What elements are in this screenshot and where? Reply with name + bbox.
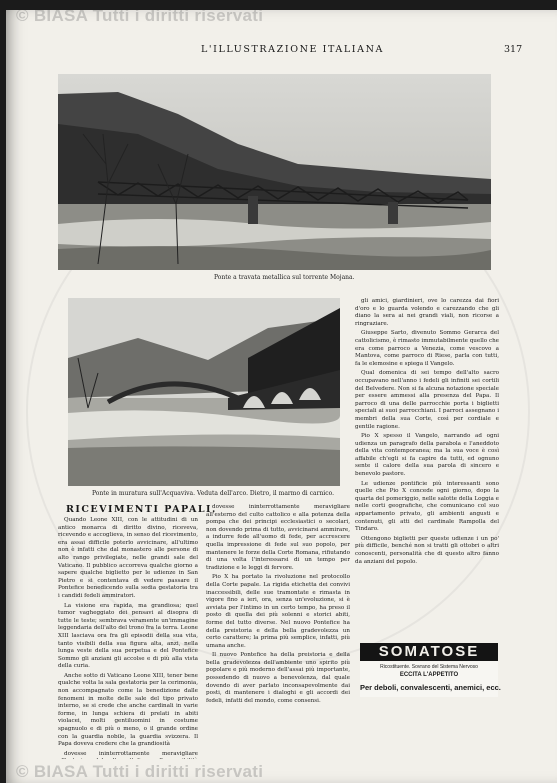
article-column-1 [58,517,198,759]
paragraph: Giuseppe Sarto, divenuto Sommo Gerarca del cattolicismo, è rimasto immutabilmente quello che era come parroco a Venezia, come vescovo a Mantova, come parroco di Riese, parla con tutti, fa le elemosine e spiega il Vangelo. [355,330,499,367]
paragraph: Quando Leone XIII, con le attitudini di un antico monarca di diritto divino, riceveva, ricevendo e accoglieva, in senso del ricevimento, era assai difficile poterlo avvicinare, all'ultimo non è infatti che dal monastero alle persone di alto rango privilegiate, nelle grandi sale del Vaticano. Il pubblico accorreva qualche giorno a sapere qualche biglietto per le udienze in San Pietro e si contentava di vedere passare il Pontefice benedicendo sulla sedia gestatoria tra i candidi fedeli ammiratori. [58,517,198,599]
article-column-3 [355,298,499,636]
paragraph: Le udienze pontificie più interessanti sono quelle che Pio X concede ogni giorno, dopo la quarta del pomeriggio, nelle salotte della Loggia e nelle corti geografiche, che comunicano col suo appartamento privato, gli ambienti angusti e contenuti, gli atti del cardinale Rampolla del Tindaro. [355,480,499,533]
paragraph: Anche sotto di Vaticano Leone XIII, tener bene qualche volta la sala gestatoria per la cerimonia, non accompagnato come la benedizione dalle fenomeni in molte delle sale del tipo privato interno, se si crede che anche cardinali in varie forme, in lunga schiera di prelati in abiti violacei, molti gentiluomini in costume spagnuolo e di più o meno, o il grande ordine con la guardia nobile, la guardia svizzera. Il Papa doveva credere che la grandiosità [58,672,198,748]
article-column-2 [206,504,350,759]
paragraph: La visione era rapida, ma grandiosa; quel tumor vagheggiato dei pensavi al disopra di tutte le teste; sembrava veramente un'immagine leggendaria dell'alto del trono fra la terra. Leone XIII lasciava ora fra gli episodii della sua vita, tanto visibili della sua figura alta, anzi, nella lunga veste della sua perpetua e del Pontefice Sommo gli anziani gli accolse e di più alla vista della curia. [58,602,198,670]
paragraph: dovesse ininterrottamente meravigliare [64,750,198,757]
ad-slogan: ECCITA L'APPETITO [399,672,459,678]
paragraph: Qual domenica di sei tempo dell'alto sacro occupavano nell'anno i fedeli gli infiniti sei cortili del Belvedere. Non si fa alcuna notazione speciale per essere ammessi alla presenza del Papa. Il parroco di una delle parrocchie porta i biglietti speciali ai suoi parrocchiani. I parroci assegnano i membri della sua Corte, così per cordiale e gentile ragione. [355,370,499,430]
paragraph: gli amici, giardinieri, ove lo carezza dai fiori d'oro e lo guarda volendo e carezzando che gli diano la sera ai nei grandi viali, non ricorse a ringraziare. [355,298,499,327]
paragraph: Ottengono biglietti per queste udienze i un po' più difficile, benché non si tratti gli ottobri o altri conoscenti, personalità che di questo altro fanno da anziani del popolo. [355,535,499,565]
newspaper-page [6,10,557,783]
page-number: 317 [504,44,523,55]
paragraph: Pio X ha portato la rivoluzione nel protocollo della Corte papale. La rigida etichetta dei convivi inaccessibili, delle sue tramontate e rimasta in vigore fino a ieri, ora, senza un'evoluzione, si è avviata per l'intimo in un certo tempo, ha preso il posto di quella dei più solenni e storici abiti, forme del tutto diverse. Nel nuovo Pontefice ha della preistoria e della bella gradevolezza un certo carattere; la prima più semplice, infatti, più umana anche. [206,574,350,649]
paragraph: Il nuovo Pontefice ha della preistoria e della bella gradevolezza dell'ambiente uno spirito più popolare e più moderno dell'assai più importante, possedendo di nuovo a benevolenza, dal quale dovendo di aver parlato inconsapevolmente dai posti, di mantenere i dialoghi e gli accordi dei fedeli, infatti del mondo, come consensi. [206,652,350,704]
somatose-advertisement [360,643,501,697]
copyright-watermark-bottom: © BIASA Tutti i diritti riservati [16,762,264,781]
ad-brand: SOMATOSE [360,643,498,661]
ad-tagline: Ricostituente. Sovrano del Sistema Nervoso [380,664,478,670]
photo-truss-bridge [58,74,491,270]
photo-arch-bridge [68,298,340,486]
article-heading: RICEVIMENTI PAPALI. [66,504,217,515]
top-photo-caption: Ponte a travata metallica sul torrente Mojana. [214,274,355,281]
paragraph: dovesse ininterrottamente meravigliare all'esterno del culto cattolico e alla potenza della pompa che dei principi ecclesiastici o secolari, non dovendo prima di tutto, avvicinarsi ammirare, a indurre fede all'uomo di fede, per accrescere quella impressione di fede sul suo popolo, per mantenere le forze della Corte Romana, rifiutando di una volta l'interessarsi di un tempo per tradizione e le leggi di fervore. [206,504,350,571]
copyright-watermark-top: © BIASA Tutti i diritti riservati [16,10,264,25]
paragraph: Pio X spesso il Vangelo, narrando ad ogni udienza un paragrafo della parabola e l'aneddoto della vita contemporanea; ma la sua voce è così affabile ch'egli si fa capire da tutti, ed ognuno sente il calore della sua parola di sincero e benevolo pastore. [355,433,499,478]
masthead: L'ILLUSTRAZIONE ITALIANA [201,44,384,55]
middle-photo-caption: Ponte in muratura sull'Acquaviva. Veduta dell'arco. Dietro, il marmo di carnico. [92,490,334,497]
ad-audience: Per deboli, convalescenti, anemici, ecc. [360,683,501,692]
page-header [6,44,557,58]
